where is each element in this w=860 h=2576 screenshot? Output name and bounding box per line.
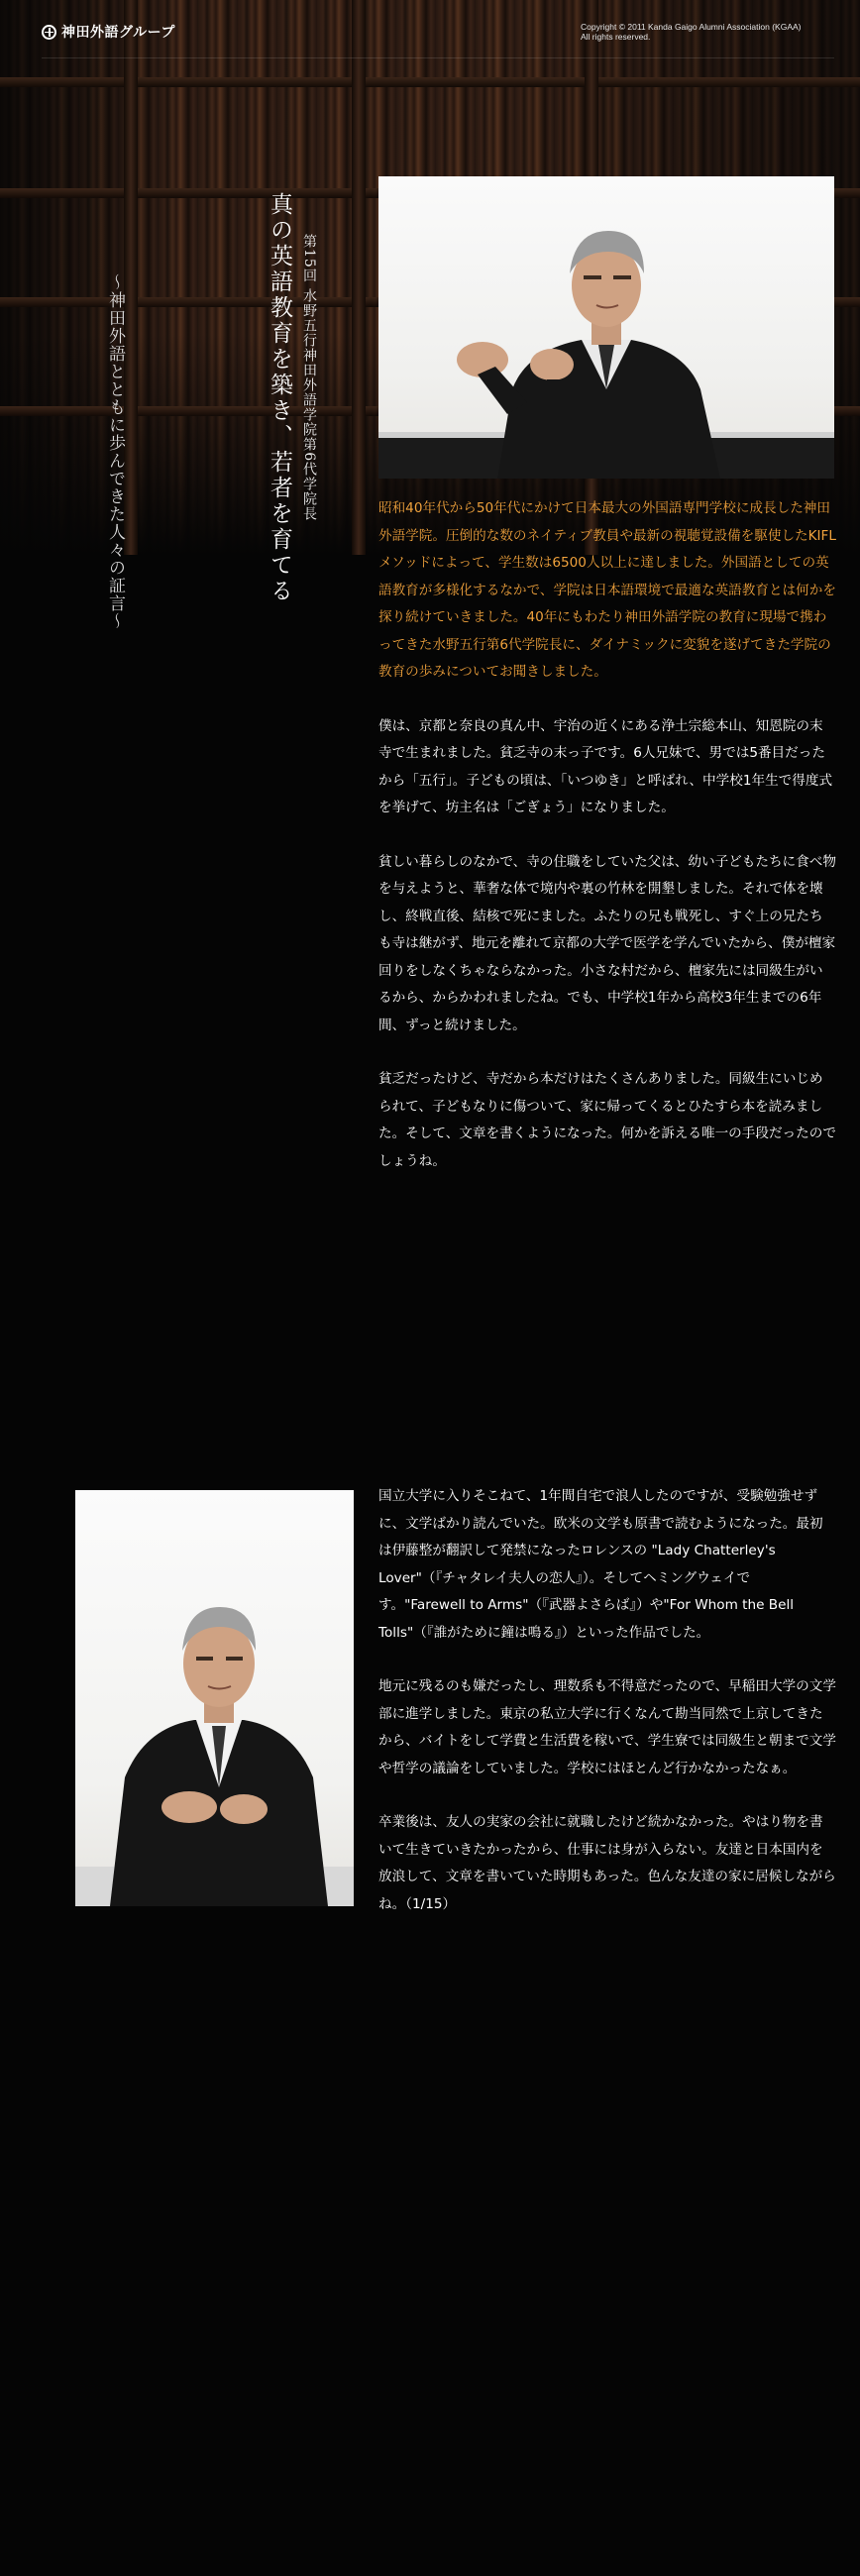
shelf-post	[352, 0, 366, 555]
lead-paragraph: 昭和40年代から50年代にかけて日本最大の外国語専門学校に成長した神田外語学院。圧倒的な数のネイティブ教員や最新の視聴覚設備を駆使したKIFLメソッドによって、学生数は6500人以上に達しました。外国語としての英語教育が多様化するなかで、学院は日本語環境で最適な英語教育とは何かを探り続けていきました。40年にもわたり神田外語学院の教育に現場で携わってきた水野五行第6代学院長に、ダイナミックに変貌を遂げてきた学院の教育の歩みについてお聞きしました。	[378, 500, 836, 680]
copyright-line: All rights reserved.	[581, 32, 651, 42]
paragraph: 貧しい暮らしのなかで、寺の住職をしていた父は、幼い子どもたちに食べ物を与えようと、華奢な体で境内や裏の竹林を開墾しました。それで体を壊し、終戦直後、結核で死にました。ふたりの兄も戦死し、すぐ上の兄たちも寺は継がず、地元を離れて京都の大学で医学を学んでいたから、僕が檀家回りをしなくちゃならなかった。小さな村だから、檀家先には同級生がいるから、からかわれましたね。でも、中学校1年から高校3年生までの6年間、ずっと続けました。	[378, 853, 836, 1033]
interviewee-role: 第15回 水野五行神田外語学院第6代学院長	[301, 234, 317, 522]
series-subtitle: ～神田外語とともに歩んできた人々の証言～	[105, 273, 125, 630]
article-body-2	[378, 1483, 836, 1945]
copyright-line: Copyright © 2011 Kanda Gaigo Alumni Association (KGAA)	[581, 22, 802, 32]
logo-text: 神田外語グループ	[61, 25, 175, 41]
paragraph: 国立大学に入りそこねて、1年間自宅で浪人したのですが、受験勉強せずに、文学ばかり読んでいた。欧米の文学も原書で読むようになった。最初は伊藤整が翻訳して発禁になったロレンスの "Lady Chatterley's Lover"（『チャタレイ夫人の恋人』）。そしてヘミングウェイです。"Farewell to Arms"（『武器よさらば』）や"For Whom the Bell Tolls"（『誰がために鐘は鳴る』）といった作品でした。	[378, 1488, 823, 1641]
copyright	[581, 22, 802, 42]
site-header	[42, 18, 834, 58]
site-logo[interactable]	[42, 22, 175, 42]
paragraph: 貧乏だったけど、寺だから本だけはたくさんありました。同級生にいじめられて、子どもなりに傷ついて、家に帰ってくるとひたすら本を読みました。そして、文章を書くようになった。何かを訴える唯一の手段だったのでしょうね。	[378, 1071, 836, 1169]
paragraph: 卒業後は、友人の実家の会社に就職したけど続かなかった。やはり物を書いて生きていきたかったから、仕事には身が入らない。友達と日本国内を放浪して、文章を書いていた時期もあった。色んな友達の家に居候しながらね。（1/15）	[378, 1814, 836, 1912]
article-body-1	[378, 495, 836, 1202]
logo-mark-icon	[42, 25, 56, 40]
interview-photo-gesturing	[378, 176, 834, 479]
paragraph: 僕は、京都と奈良の真ん中、宇治の近くにある浄土宗総本山、知恩院の末寺で生まれました。貧乏寺の末っ子です。6人兄妹で、男では5番目だったから「五行」。子どもの頃は、「いつゆき」と呼ばれ、中学校1年生で得度式を挙げて、坊主名は「ごぎょう」になりました。	[378, 717, 833, 815]
article-title: 真の英語教育を築き、若者を育てる	[267, 192, 292, 604]
paragraph: 地元に残るのも嫌だったし、理数系も不得意だったので、早稲田大学の文学部に進学しました。東京の私立大学に行くなんて勘当同然で上京してきたから、バイトをして学費と生活費を稼いで、学生寮では同級生と朝まで文学や哲学の議論をしていました。学校にはほとんど行かなかったなぁ。	[378, 1678, 836, 1776]
interview-photo-portrait	[75, 1490, 354, 1906]
